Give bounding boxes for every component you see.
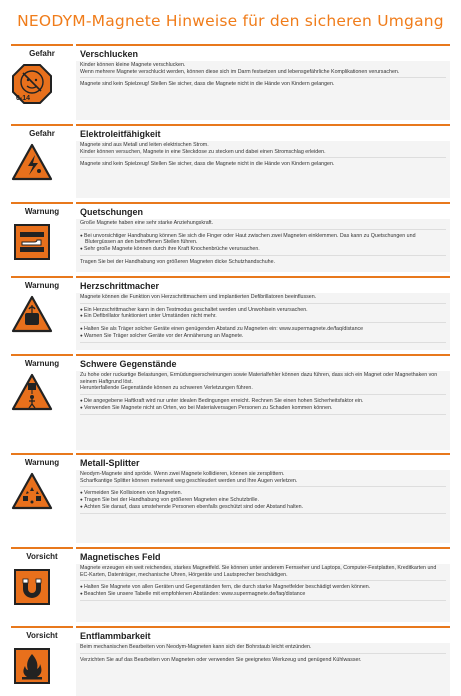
hazard-heading: Entflammbarkeit (76, 628, 450, 643)
hazard-body (76, 643, 450, 671)
hazard-heading: Schwere Gegenstände (76, 356, 450, 371)
bullet-item: ● Vermeiden Sie Kollisionen von Magneten. (80, 490, 446, 497)
hazard-section-7 (11, 626, 450, 696)
hazard-section-1 (11, 124, 450, 198)
hazard-content (76, 453, 450, 543)
hazard-heading: Verschlucken (76, 46, 450, 61)
hazard-content (76, 202, 450, 272)
hazard-section-2 (11, 202, 450, 272)
hazard-bullet-list (80, 490, 446, 513)
hazard-heading: Quetschungen (76, 204, 450, 219)
hazard-section-3 (11, 276, 450, 350)
hazard-paragraph: Kinder können kleine Magnete verschlucken. Wenn mehrere Magnete verschluckt werden, können diese sich im Darm festsetzen und lebensgefährliche Komplikationen verursachen. (80, 62, 446, 78)
hazard-level-cell (11, 124, 73, 198)
hazard-heading: Magnetisches Feld (76, 549, 450, 564)
hazard-paragraph: Magnete können die Funktion von Herzschrittmachern und implantierten Defibrillatoren beeinflussen. (80, 294, 446, 304)
hazard-body (76, 141, 450, 176)
hazard-paragraph: Neodym-Magnete sind spröde. Wenn zwei Magnete kollidieren, können sie zersplittern. Scharfkantige Splitter können meterweit weg geschleudert werden und Ihre Augen verletzen. (80, 471, 446, 487)
hazard-content (76, 547, 450, 622)
hazard-body (76, 371, 450, 421)
falling-object-warning-icon (11, 373, 73, 416)
page-title: NEODYM-Magnete Hinweise für den sicheren Umgang (17, 12, 444, 30)
hazard-content (76, 626, 450, 696)
hazard-body (76, 293, 450, 349)
hazard-level-cell (11, 626, 73, 696)
hazard-heading: Metall-Splitter (76, 455, 450, 470)
flammable-warning-icon (11, 645, 73, 692)
bullet-item: ● Ein Defibrillator funktioniert unter Umständen nicht mehr. (80, 313, 446, 320)
hazard-section-6 (11, 547, 450, 622)
hazard-level-label: Vorsicht (26, 631, 58, 640)
hazard-section-0 (11, 44, 450, 120)
bullet-item: ● Warnen Sie Träger solcher Geräte vor der Annäherung an Magnete. (80, 333, 446, 340)
hazard-level-cell (11, 44, 73, 120)
hazard-paragraph: Magnete sind kein Spielzeug! Stellen Sie sicher, dass die Magnete nicht in die Hände von Kindern gelangen. (80, 81, 335, 88)
hazard-level-label: Warnung (24, 359, 60, 368)
hazard-level-label: Vorsicht (26, 552, 58, 561)
hazard-body (76, 219, 450, 274)
hazard-bullet-list (80, 326, 446, 342)
hazard-paragraph: Magnete sind aus Metall und leiten elektrischen Strom. Kinder können versuchen, Magnete in eine Steckdose zu stecken und dabei einen Stromschlag erleiden. (80, 142, 446, 158)
hazard-level-label: Gefahr (29, 129, 55, 138)
bullet-item: ● Die angegebene Haftkraft wird nur unter idealen Bedingungen erreicht. Rechnen Sie einen hohen Sicherheitsfaktor ein. (80, 398, 446, 405)
bullet-item: ● Bei unvorsichtiger Handhabung können Sie sich die Finger oder Haut zwischen zwei Magneten einklemmen. Das kann zu Quetschungen und Blutergüssen an den betroffenen Stellen führen. (80, 233, 446, 246)
age-label: 0-14 (16, 95, 31, 102)
hazard-body (76, 564, 450, 607)
hazard-level-cell (11, 202, 73, 272)
bullet-item: ● Ein Herzschrittmacher kann in den Testmodus geschaltet werden und Unwohlsein verursachen. (80, 307, 446, 314)
hazard-paragraph: Tragen Sie bei der Handhabung von größeren Magneten dicke Schutzhandschuhe. (80, 258, 276, 265)
bullet-item: ● Tragen Sie bei der Handhabung von größeren Magneten eine Schutzbrille. (80, 497, 446, 504)
hazard-body (76, 61, 450, 96)
hazard-heading: Herzschrittmacher (76, 278, 450, 293)
hazard-body (76, 470, 450, 520)
hazard-level-cell (11, 354, 73, 450)
hazard-level-label: Warnung (24, 207, 60, 216)
hazard-paragraph: Magnete sind kein Spielzeug! Stellen Sie sicher, dass die Magnete nicht in die Hände von Kindern gelangen. (80, 161, 335, 168)
pacemaker-warning-icon (11, 295, 73, 338)
flying-fragments-warning-icon (11, 472, 73, 515)
hazard-level-label: Warnung (24, 458, 60, 467)
hazard-bullet-list (80, 233, 446, 256)
hazard-paragraph: Beim mechanischen Bearbeiten von Neodym-Magneten kann sich der Bohrstaub leicht entzünden. (80, 644, 446, 654)
bullet-item: ● Halten Sie als Träger solcher Geräte einen genügenden Abstand zu Magneten ein: www.supermagnete.de/faq/distance (80, 326, 446, 333)
bullet-item: ● Halten Sie Magnete von allen Geräten und Gegenständen fern, die durch starke Magnetfelder beschädigt werden können. (80, 584, 446, 591)
child-swallow-warning-icon (11, 63, 73, 110)
hazard-content (76, 124, 450, 198)
hazard-paragraph: Magnete erzeugen ein weit reichendes, starkes Magnetfeld. Sie können unter anderem Fernseher und Laptops, Computer-Festplatten, Kreditkarten und EC-Karten, Datenträger, mechanische Uhren, Hörgeräte und Lautsprecher beschädigen. (80, 565, 446, 581)
hazard-section-5 (11, 453, 450, 543)
hazard-paragraph: Zu hohe oder ruckartige Belastungen, Ermüdungserscheinungen sowie Materialfehler können dazu führen, dass sich ein Magnet oder Magnethaken von seinem Haftgrund löst. Herunterfallende Gegenstände können zu schweren Verletzungen führen. (80, 372, 446, 395)
hazard-paragraph: Verzichten Sie auf das Bearbeiten von Magneten oder verwenden Sie geeignetes Werkzeug und genügend Kühlwasser. (80, 656, 362, 663)
hazard-content (76, 354, 450, 450)
hazard-content (76, 44, 450, 120)
hazard-content (76, 276, 450, 350)
hazard-paragraph: Große Magnete haben eine sehr starke Anziehungskraft. (80, 220, 446, 230)
hazard-level-cell (11, 276, 73, 350)
bullet-item: ● Verwenden Sie Magnete nicht an Orten, wo bei Materialversagen Personen zu Schaden kommen können. (80, 405, 446, 412)
bullet-item: ● Sehr große Magnete können durch ihre Kraft Knochenbrüche verursachen. (80, 246, 446, 253)
electric-shock-warning-icon (11, 143, 73, 186)
hazard-bullet-list (80, 398, 446, 414)
magnetic-field-warning-icon (11, 566, 73, 613)
hazard-heading: Elektroleitfähigkeit (76, 126, 450, 141)
hazard-level-label: Gefahr (29, 49, 55, 58)
bullet-item: ● Achten Sie darauf, dass umstehende Personen ebenfalls geschützt sind oder Abstand halten. (80, 504, 446, 511)
hazard-level-label: Warnung (24, 281, 60, 290)
hazard-bullet-list (80, 307, 446, 323)
hazard-bullet-list (80, 584, 446, 600)
hazard-section-4 (11, 354, 450, 450)
hazard-level-cell (11, 453, 73, 543)
bullet-item: ● Beachten Sie unsere Tabelle mit empfohlenen Abständen: www.supermagnete.de/faq/distance (80, 591, 446, 598)
hazard-level-cell (11, 547, 73, 622)
hand-crush-warning-icon (11, 221, 73, 268)
